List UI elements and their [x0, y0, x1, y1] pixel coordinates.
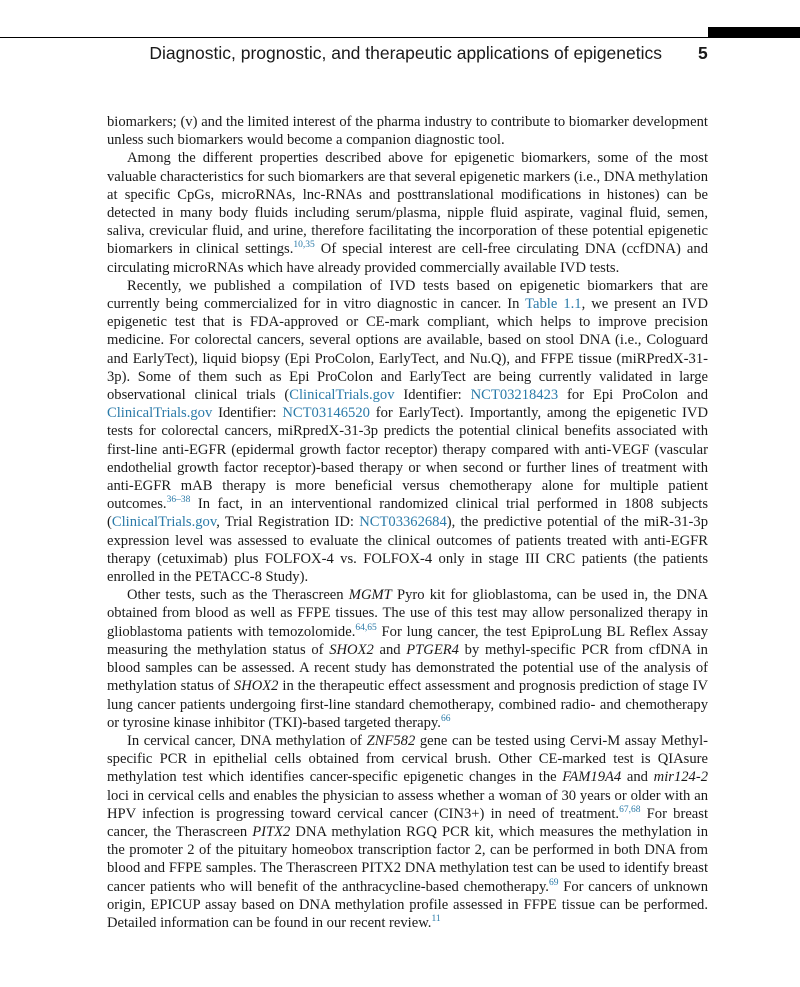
text-run: in the therapeutic effect assessment and prognosis prediction of stage IV lung cancer patients undergoing first-line standard chemotherapy, combined radio- and chemotherapy or tyrosine kinase inhibitor (TKI)-based targeted therapy.	[107, 678, 708, 731]
trial-id-link[interactable]: NCT03362684	[359, 514, 447, 531]
gene-name: MGMT	[348, 587, 392, 604]
text-run: for Epi ProColon and	[558, 387, 708, 404]
citation-ref[interactable]: 69	[548, 877, 559, 888]
text-run: Identifier:	[212, 405, 283, 422]
header-tab-block	[708, 27, 800, 38]
gene-name: SHOX2	[233, 678, 279, 695]
page-number: 5	[698, 43, 708, 63]
clinicaltrials-link[interactable]: ClinicalTrials.gov	[289, 387, 395, 404]
paragraph-3	[107, 277, 708, 586]
gene-name: PITX2	[252, 823, 291, 840]
header-rule	[0, 37, 708, 38]
paragraph-2	[107, 149, 708, 276]
text-run: For breast cancer, the Therascreen	[107, 805, 709, 840]
citation-ref[interactable]: 64,65	[355, 622, 377, 633]
text-run: For lung cancer, the test EpiproLung BL Reflex Assay measuring the methylation status of	[107, 623, 708, 658]
citation-ref[interactable]: 10,35	[293, 240, 315, 251]
text-run: DNA methylation RGQ PCR kit, which measures the methylation in the promoter 2 of the pituitary homeobox transcription factor 2, can be performed in both DNA from blood and FFPE samples. The Therascreen PITX2 DNA methylation test can be used to identify breast cancer patients who will benefit of the anthracycline-based chemotherapy.	[107, 823, 708, 895]
gene-name: FAM19A4	[562, 769, 622, 786]
text-run: Identifier:	[394, 387, 471, 404]
text-run: Recently, we published a compilation of IVD tests based on epigenetic biomarkers that are currently being commercialized for in vitro diagnostic in cancer. In	[107, 277, 708, 313]
text-run: and	[373, 641, 407, 658]
text-run: biomarkers; (v) and the limited interest of the pharma industry to contribute to biomarker development unless such biomarkers would become a companion diagnostic tool.	[107, 114, 708, 149]
page-header-bar	[0, 0, 800, 38]
text-run: In cervical cancer, DNA methylation of	[127, 732, 367, 749]
gene-name: PTGER4	[406, 641, 459, 658]
paragraph-4	[107, 586, 708, 732]
clinicaltrials-link[interactable]: ClinicalTrials.gov	[107, 405, 213, 422]
text-run: Among the different properties described above for epigenetic biomarkers, some of the most valuable characteristics for such biomarkers are that several epigenetic markers (i.e., DNA methylation at specific CpGs, microRNAs, lnc-RNAs and posttranslational modifications in histones) can be detected in many body fluids including serum/plasma, nipple fluid aspirate, vaginal fluid, semen, saliva, crevicular fluid, and urine, therefore facilitating the incorporation of these potential epigenetic biomarkers in clinical settings.	[107, 150, 708, 258]
gene-name: SHOX2	[329, 641, 374, 658]
trial-id-link[interactable]: NCT03218423	[470, 387, 559, 404]
text-run: Other tests, such as the Therascreen	[127, 587, 349, 604]
text-run: gene can be tested using Cervi-M assay Methyl-specific PCR in epithelial cells obtained from cervical brush. Other CE-marked test is QIAsure methylation test which identifies cancer-specific epigenetic changes in the	[107, 732, 708, 786]
text-run: ), the predictive potential of the miR-31-3p expression level was assessed to evaluate the clinical outcomes of patients treated with anti-EGFR therapy (cetuximab) plus FOLFOX-4 vs. FOLFOX-4 only in stage III CRC patients (the patients enrolled in the PETACC-8 Study).	[107, 514, 708, 586]
text-run: loci in cervical cells and enables the physician to assess whether a woman of 30 years or older with an HPV infection is progressing toward cervical cancer (CIN3+) in need of treatment.	[107, 787, 708, 822]
text-run: by methyl-specific PCR from cfDNA in blood samples can be assessed. A recent study has demonstrated the potential use of the analysis of methylation status of	[107, 641, 708, 695]
citation-ref[interactable]: 66	[440, 713, 451, 724]
clinicaltrials-link[interactable]: ClinicalTrials.gov	[111, 514, 217, 531]
text-run: and	[621, 769, 654, 786]
text-run: for EarlyTect). Importantly, among the epigenetic IVD tests for colorectal cancers, miRpredX-31-3p predicts the potential clinical benefits associated with first-line anti-EGFR (epidermal growth factor receptor) therapy compared with anti-VEGF (vascular endothelial growth factor receptor)-based therapy or when second or further lines of treatment with anti-EGFR mAB therapy is more beneficial versus chemotherapy alone for multiple patient outcomes.	[107, 405, 708, 513]
citation-ref[interactable]: 36–38	[166, 495, 191, 506]
paragraph-1	[107, 113, 708, 149]
trial-id-link[interactable]: NCT03146520	[282, 405, 370, 422]
citation-ref[interactable]: 67,68	[619, 804, 641, 815]
citation-ref[interactable]: 11	[431, 914, 441, 925]
text-run: Pyro kit for glioblastoma, can be used in, the DNA obtained from blood as well as FFPE tissues. The use of this test may allow personalized therapy in glioblastoma patients with temozolomide.	[107, 587, 708, 640]
text-run: , we present an IVD epigenetic test that is FDA-approved or CE-mark compliant, which helps to improve precision medicine. For colorectal cancers, several options are available, based on stool DNA (i.e., Cologuard and EarlyTect), liquid biopsy (Epi ProColon, EarlyTect, and Nu.Q), and FFPE tissue (miRPredX-31-3p). Some of them such as Epi ProColon and EarlyTect are being currently validated in large observational clinical trials (	[107, 296, 708, 404]
gene-name: ZNF582	[366, 732, 416, 749]
text-run: Of special interest are cell-free circulating DNA (ccfDNA) and circulating microRNAs which have already provided commercially available IVD tests.	[107, 241, 708, 276]
table-link[interactable]: Table 1.1	[525, 296, 582, 313]
gene-name: mir124-2	[653, 769, 708, 786]
running-head: Diagnostic, prognostic, and therapeutic applications of epigenetics	[149, 43, 662, 63]
text-run: In fact, in an interventional randomized clinical trial performed in 1808 subjects (	[107, 496, 708, 531]
paragraph-5	[107, 732, 708, 932]
text-run: , Trial Registration ID:	[216, 514, 360, 531]
text-run: For cancers of unknown origin, EPICUP assay based on DNA methylation profile assessed in FFPE tissue can be performed. Detailed information can be found in our recent review.	[107, 878, 709, 931]
body-text	[107, 113, 708, 932]
